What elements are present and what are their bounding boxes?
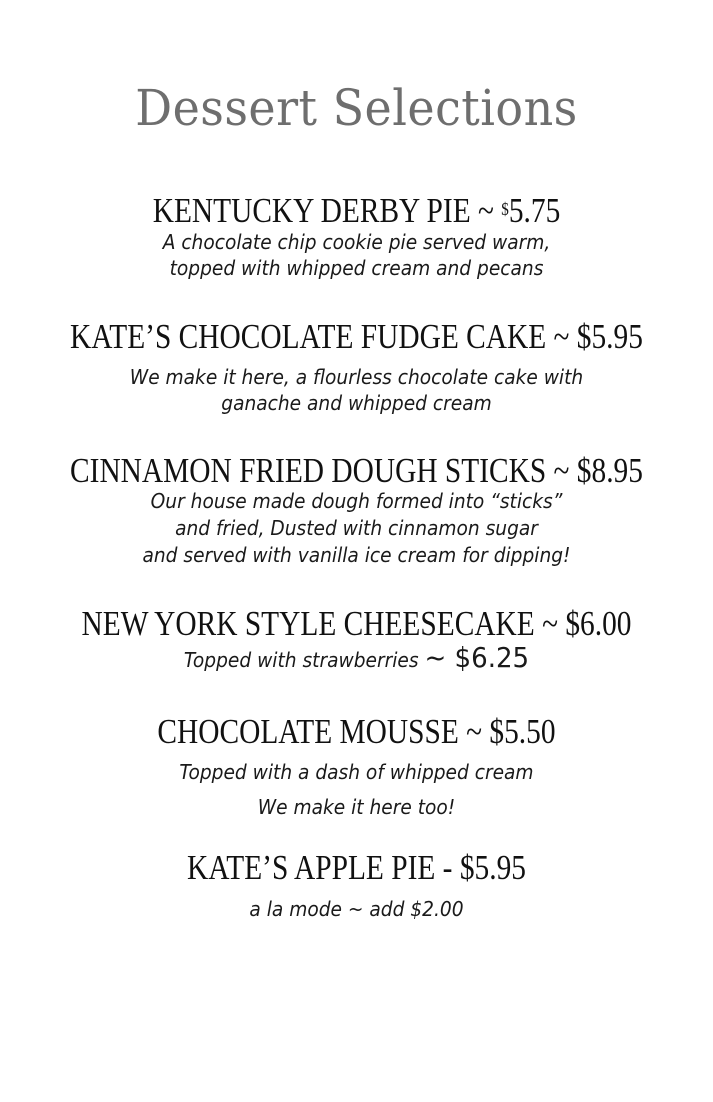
item-description-line: Topped with a dash of whipped cream [179,760,534,784]
item-description-line: We make it here, a flourless chocolate cake with [129,365,584,389]
item-description-line: ganache and whipped cream [221,391,492,415]
price-separator: ~ [470,191,502,230]
item-description-line: Our house made dough formed into “sticks” [150,489,563,513]
item-heading-kates-apple-pie: KATE’S APPLE PIE - $5.95 [187,848,526,887]
item-price: 5.75 [508,191,561,230]
item-heading-cinnamon-fried-dough-sticks: CINNAMON FRIED DOUGH STICKS ~ $8.95 [70,451,643,490]
item-heading-new-york-cheesecake: NEW YORK STYLE CHEESECAKE ~ $6.00 [81,604,632,643]
menu-title: Dessert Selections [135,79,578,137]
item-description-line: and served with vanilla ice cream for dipping! [142,543,571,567]
item-heading-chocolate-fudge-cake: KATE’S CHOCOLATE FUDGE CAKE ~ $5.95 [70,317,643,356]
item-description-line: We make it here too! [257,795,456,819]
item-description-line: a la mode ~ add $2.00 [249,897,464,921]
item-description-line: and fried, Dusted with cinnamon sugar [175,516,538,540]
item-heading-kentucky-derby-pie [57,192,656,230]
item-name: KENTUCKY DERBY PIE [152,191,471,230]
item-description-line: A chocolate chip cookie pie served warm, [162,230,551,254]
item-heading-chocolate-mousse: CHOCOLATE MOUSSE ~ $5.50 [157,712,556,751]
addon-price: ~ $6.25 [424,641,530,674]
price-symbol: $ [501,199,509,219]
item-description-line: topped with whipped cream and pecans [169,256,544,280]
addon-text: Topped with strawberries [183,648,419,672]
item-description-line [25,641,688,674]
